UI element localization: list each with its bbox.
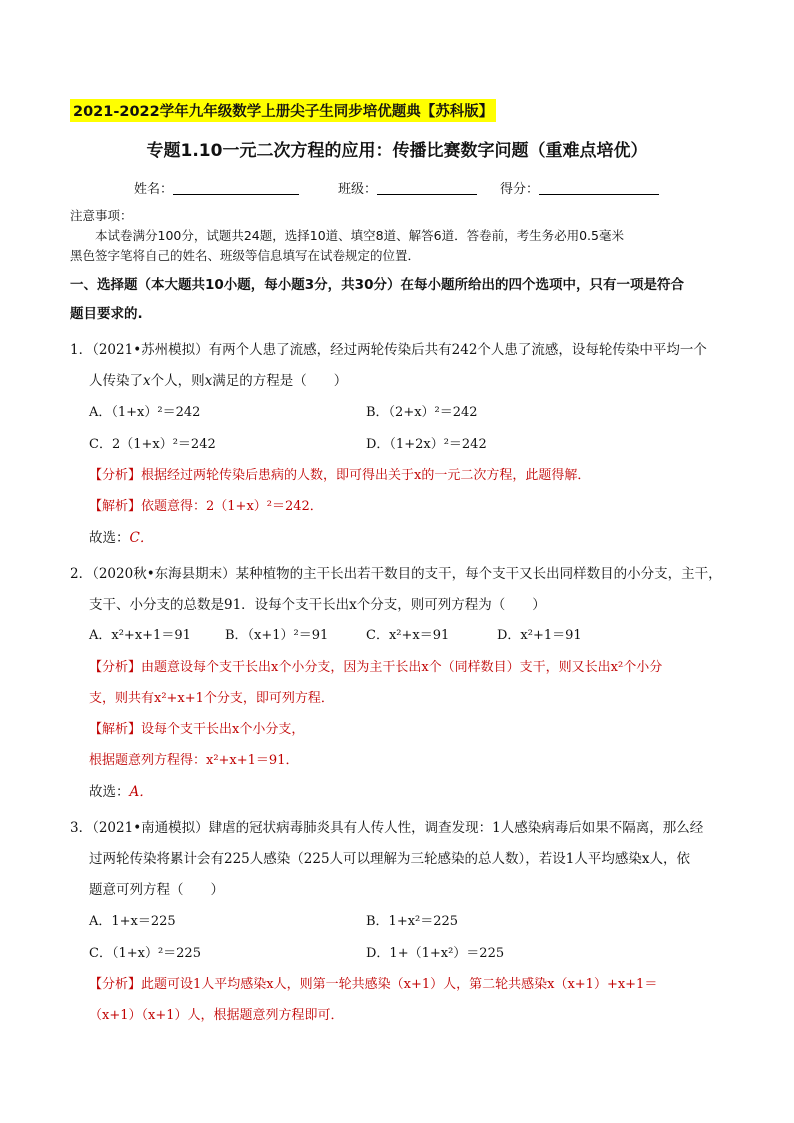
q1-option-c: C．2（1+x）²＝242	[89, 437, 216, 452]
q2-option-a: A．x²+x+1＝91	[89, 628, 191, 643]
q1-solution: 【解析】依题意得：2（1+x）²＝242．	[89, 499, 323, 514]
q2-analysis-line-2: 支，则共有x²+x+1个分支，即可列方程．	[89, 691, 334, 706]
section-heading-line-2: 题目要求的.	[70, 306, 143, 322]
q1-answer: 故选：C．	[89, 530, 154, 546]
class-blank	[377, 180, 477, 195]
q2-answer: 故选：A．	[89, 784, 153, 800]
q2-option-c: C．x²+x＝91	[366, 628, 450, 643]
class-field-group	[338, 178, 477, 197]
notice-line-1: 本试卷满分100分，试题共24题，选择10道、填空8道、解答6道．答卷前，考生务必用0.5毫米	[95, 228, 624, 243]
q2-stem-line-2: 支干、小分支的总数是91．设每个支干长出x个分支，则可列方程为（ ）	[89, 597, 546, 613]
score-label: 得分：	[500, 182, 540, 197]
q2-option-b: B．（x+1）²＝91	[225, 628, 329, 643]
name-label: 姓名：	[134, 182, 174, 197]
class-label: 班级：	[338, 182, 378, 197]
q2-analysis-line-1: 【分析】由题意设每个支干长出x个小分支，因为主干长出x个（同样数目）支干，则又长出x²个小分	[89, 660, 663, 675]
q1-analysis: 【分析】根据经过两轮传染后患病的人数，即可得出关于x的一元二次方程，此题得解．	[89, 468, 591, 483]
score-blank	[539, 180, 659, 195]
q3-stem-line-3: 题意可列方程（ ）	[89, 882, 224, 898]
notice-line-2: 黑色签字笔将自己的姓名、班级等信息填写在试卷规定的位置．	[70, 248, 421, 263]
q3-option-c: C．（1+x）²＝225	[89, 946, 201, 961]
q2-solution-line-1: 【解析】设每个支干长出x个小分支，	[89, 722, 305, 737]
q2-stem-line-1: 2．（2020秋•东海县期末）某种植物的主干长出若干数目的支干，每个支干又长出同样数目的小分支，主干，	[70, 566, 722, 582]
series-banner: 2021-2022学年九年级数学上册尖子生同步培优题典【苏科版】	[70, 99, 496, 122]
q1-option-d: D．（1+2x）²＝242	[366, 437, 487, 452]
notice-heading: 注意事项：	[70, 208, 133, 223]
q3-analysis-line-1: 【分析】此题可设1人平均感染x人，则第一轮共感染（x+1）人，第二轮共感染x（x+1）+x+1＝	[89, 977, 658, 992]
q2-solution-line-2: 根据题意列方程得：x²+x+1＝91．	[89, 753, 299, 768]
q2-option-d: D．x²+1＝91	[497, 628, 582, 643]
q1-option-b: B．（2+x）²＝242	[366, 405, 478, 420]
name-field-group	[134, 178, 299, 197]
q1-option-a: A．（1+x）²＝242	[89, 405, 201, 420]
q3-option-d: D．1+（1+x²）＝225	[366, 946, 505, 961]
q3-stem-line-2: 过两轮传染将累计会有225人感染（225人可以理解为三轮感染的总人数），若设1人平均感染x人，依	[89, 851, 690, 867]
q3-stem-line-1: 3．（2021•南通模拟）肆虐的冠状病毒肺炎具有人传人性，调查发现：1人感染病毒后如果不隔离，那么经	[70, 820, 704, 836]
page-title: 专题1.10一元二次方程的应用：传播比赛数字问题（重难点培优）	[146, 141, 648, 161]
section-heading-line-1: 一、选择题（本大题共10小题，每小题3分，共30分）在每小题所给出的四个选项中，只有一项是符合	[70, 277, 684, 293]
q3-analysis-line-2: （x+1）（x+1）人，根据题意列方程即可．	[89, 1008, 344, 1023]
q1-stem-line-1: 1．（2021•苏州模拟）有两个人患了流感，经过两轮传染后共有242个人患了流感，设每轮传染中平均一个	[70, 342, 707, 358]
q3-option-a: A．1+x＝225	[89, 914, 176, 929]
q3-option-b: B．1+x²＝225	[366, 914, 459, 929]
score-field-group	[500, 178, 659, 197]
name-blank	[173, 180, 299, 195]
q1-stem-line-2: 人传染了x个人，则x满足的方程是（ ）	[89, 373, 348, 389]
